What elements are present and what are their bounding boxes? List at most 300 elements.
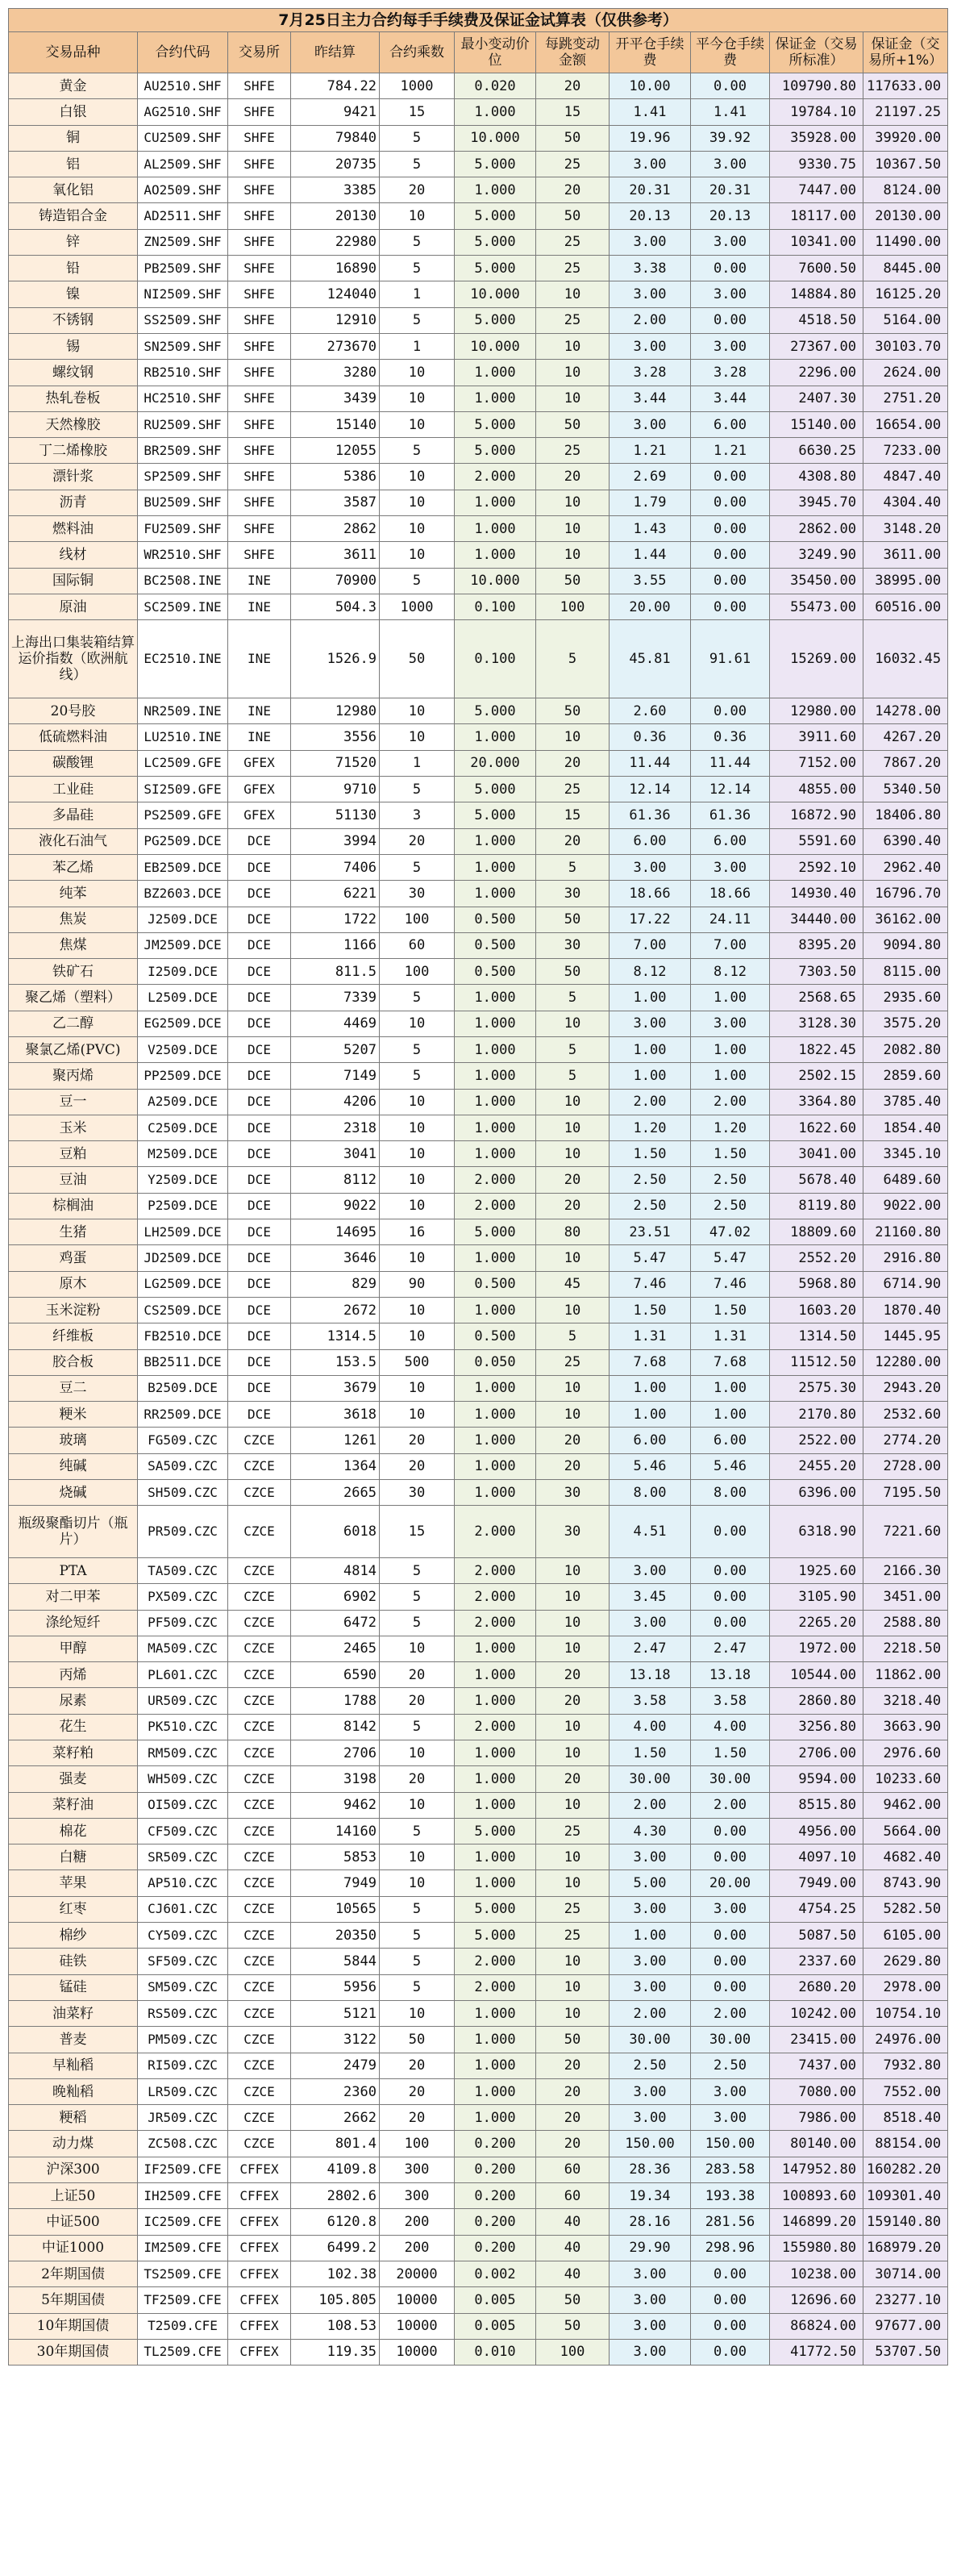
cell-tick-value: 10 — [536, 1949, 610, 1974]
cell-product: 纯苯 — [9, 881, 138, 907]
cell-margin-exchange: 4956.00 — [770, 1818, 863, 1844]
cell-multiplier: 5 — [380, 229, 455, 255]
cell-exchange: CFFEX — [228, 2287, 291, 2313]
cell-prev-settle: 784.22 — [291, 73, 380, 99]
cell-multiplier: 5 — [380, 1714, 455, 1740]
cell-contract-code: B2509.DCE — [138, 1375, 228, 1401]
table-row — [9, 1219, 948, 1245]
cell-multiplier: 10 — [380, 1115, 455, 1140]
cell-multiplier: 20 — [380, 1688, 455, 1714]
cell-tick-value: 20 — [536, 1662, 610, 1688]
cell-close-today-fee: 0.00 — [691, 1844, 770, 1870]
cell-open-close-fee: 3.00 — [610, 229, 691, 255]
cell-prev-settle: 20735 — [291, 151, 380, 177]
cell-margin-plus-1pct: 12280.00 — [863, 1349, 948, 1375]
cell-close-today-fee: 0.00 — [691, 490, 770, 515]
table-row — [9, 1740, 948, 1766]
cell-product: 白银 — [9, 99, 138, 125]
cell-product: 铜 — [9, 125, 138, 151]
header-close-today-fee: 平今仓手续费 — [691, 32, 770, 73]
cell-close-today-fee: 3.00 — [691, 2105, 770, 2131]
cell-exchange: DCE — [228, 881, 291, 907]
cell-margin-plus-1pct: 9094.80 — [863, 932, 948, 958]
cell-close-today-fee: 1.50 — [691, 1141, 770, 1167]
cell-open-close-fee: 2.50 — [610, 1167, 691, 1193]
cell-prev-settle: 9462 — [291, 1792, 380, 1818]
cell-open-close-fee: 3.00 — [610, 2313, 691, 2339]
cell-multiplier: 10 — [380, 411, 455, 437]
cell-contract-code: EC2510.INE — [138, 620, 228, 698]
cell-margin-exchange: 12980.00 — [770, 698, 863, 724]
cell-contract-code: PR509.CZC — [138, 1506, 228, 1558]
cell-product: 棉花 — [9, 1818, 138, 1844]
cell-contract-code: PP2509.DCE — [138, 1063, 228, 1089]
cell-margin-plus-1pct: 21160.80 — [863, 1219, 948, 1245]
table-row — [9, 1375, 948, 1401]
cell-exchange: CZCE — [228, 1428, 291, 1453]
cell-tick-value: 25 — [536, 1818, 610, 1844]
cell-close-today-fee: 0.00 — [691, 73, 770, 99]
cell-margin-exchange: 12696.60 — [770, 2287, 863, 2313]
cell-tick-size: 0.200 — [455, 2183, 536, 2209]
table-row — [9, 2183, 948, 2209]
cell-prev-settle: 6590 — [291, 1662, 380, 1688]
cell-tick-value: 10 — [536, 1011, 610, 1036]
cell-contract-code: EG2509.DCE — [138, 1011, 228, 1036]
cell-contract-code: WR2510.SHF — [138, 542, 228, 568]
cell-margin-exchange: 14930.40 — [770, 881, 863, 907]
cell-margin-exchange: 2296.00 — [770, 360, 863, 386]
cell-open-close-fee: 3.00 — [610, 2287, 691, 2313]
cell-tick-value: 30 — [536, 881, 610, 907]
cell-product: 菜籽粕 — [9, 1740, 138, 1766]
cell-open-close-fee: 1.79 — [610, 490, 691, 515]
cell-contract-code: M2509.DCE — [138, 1141, 228, 1167]
cell-product: 铝 — [9, 151, 138, 177]
cell-margin-exchange: 5591.60 — [770, 828, 863, 854]
cell-tick-value: 10 — [536, 333, 610, 359]
cell-tick-value: 100 — [536, 2339, 610, 2365]
cell-close-today-fee: 47.02 — [691, 1219, 770, 1245]
cell-close-today-fee: 0.00 — [691, 1923, 770, 1949]
cell-tick-value: 10 — [536, 516, 610, 542]
cell-multiplier: 20 — [380, 1662, 455, 1688]
cell-prev-settle: 9710 — [291, 777, 380, 802]
cell-exchange: CFFEX — [228, 2183, 291, 2209]
cell-tick-value: 10 — [536, 1245, 610, 1271]
cell-margin-exchange: 15140.00 — [770, 411, 863, 437]
cell-margin-exchange: 4518.50 — [770, 307, 863, 333]
cell-tick-value: 40 — [536, 2261, 610, 2286]
cell-margin-exchange: 3105.90 — [770, 1584, 863, 1610]
cell-product: 上海出口集装箱结算运价指数（欧洲航线） — [9, 620, 138, 698]
cell-contract-code: MA509.CZC — [138, 1636, 228, 1661]
cell-contract-code: SM509.CZC — [138, 1974, 228, 2000]
table-row — [9, 1766, 948, 1792]
cell-open-close-fee: 1.43 — [610, 516, 691, 542]
cell-product: 普麦 — [9, 2027, 138, 2053]
cell-multiplier: 10 — [380, 1193, 455, 1219]
table-row — [9, 620, 948, 698]
cell-product: 黄金 — [9, 73, 138, 99]
cell-close-today-fee: 3.58 — [691, 1688, 770, 1714]
cell-exchange: DCE — [228, 828, 291, 854]
cell-multiplier: 5 — [380, 1923, 455, 1949]
cell-margin-plus-1pct: 10367.50 — [863, 151, 948, 177]
cell-contract-code: CU2509.SHF — [138, 125, 228, 151]
cell-prev-settle: 3439 — [291, 386, 380, 411]
cell-margin-plus-1pct: 60516.00 — [863, 594, 948, 619]
cell-product: 天然橡胶 — [9, 411, 138, 437]
table-row — [9, 177, 948, 203]
cell-tick-size: 1.000 — [455, 1036, 536, 1062]
cell-product: 氧化铝 — [9, 177, 138, 203]
cell-contract-code: CY509.CZC — [138, 1923, 228, 1949]
cell-open-close-fee: 3.00 — [610, 1844, 691, 1870]
table-row — [9, 333, 948, 359]
table-body — [9, 73, 948, 2366]
cell-close-today-fee: 0.00 — [691, 2339, 770, 2365]
cell-contract-code: PM509.CZC — [138, 2027, 228, 2053]
cell-exchange: SHFE — [228, 307, 291, 333]
cell-tick-size: 1.000 — [455, 386, 536, 411]
cell-multiplier: 30 — [380, 881, 455, 907]
table-row — [9, 828, 948, 854]
header-exchange: 交易所 — [228, 32, 291, 73]
cell-multiplier: 5 — [380, 1584, 455, 1610]
cell-exchange: SHFE — [228, 256, 291, 281]
header-multiplier: 合约乘数 — [380, 32, 455, 73]
table-row — [9, 1688, 948, 1714]
header-margin-exchange: 保证金（交易所标准） — [770, 32, 863, 73]
cell-contract-code: TA509.CZC — [138, 1557, 228, 1583]
cell-prev-settle: 6221 — [291, 881, 380, 907]
fee-margin-table — [8, 8, 948, 2366]
cell-close-today-fee: 0.00 — [691, 568, 770, 594]
cell-open-close-fee: 1.44 — [610, 542, 691, 568]
cell-tick-size: 2.000 — [455, 1584, 536, 1610]
cell-open-close-fee: 17.22 — [610, 907, 691, 932]
cell-open-close-fee: 29.90 — [610, 2235, 691, 2261]
cell-margin-plus-1pct: 3148.20 — [863, 516, 948, 542]
cell-margin-exchange: 2337.60 — [770, 1949, 863, 1974]
table-row — [9, 724, 948, 750]
cell-prev-settle: 3611 — [291, 542, 380, 568]
cell-multiplier: 15 — [380, 1506, 455, 1558]
cell-product: 红枣 — [9, 1896, 138, 1922]
cell-exchange: CZCE — [228, 1870, 291, 1896]
cell-margin-exchange: 7447.00 — [770, 177, 863, 203]
cell-multiplier: 10 — [380, 360, 455, 386]
cell-margin-exchange: 5968.80 — [770, 1271, 863, 1297]
cell-margin-plus-1pct: 7233.00 — [863, 438, 948, 464]
cell-margin-plus-1pct: 5164.00 — [863, 307, 948, 333]
cell-multiplier: 1 — [380, 750, 455, 776]
cell-tick-value: 10 — [536, 490, 610, 515]
cell-prev-settle: 7149 — [291, 1063, 380, 1089]
cell-open-close-fee: 10.00 — [610, 73, 691, 99]
cell-multiplier: 90 — [380, 1271, 455, 1297]
cell-multiplier: 10 — [380, 1011, 455, 1036]
cell-margin-exchange: 35450.00 — [770, 568, 863, 594]
cell-open-close-fee: 2.60 — [610, 698, 691, 724]
cell-tick-size: 1.000 — [455, 1428, 536, 1453]
table-row — [9, 1974, 948, 2000]
cell-margin-exchange: 3945.70 — [770, 490, 863, 515]
cell-prev-settle: 2802.6 — [291, 2183, 380, 2209]
cell-multiplier: 1 — [380, 281, 455, 307]
cell-tick-size: 0.500 — [455, 959, 536, 985]
cell-tick-value: 20 — [536, 1167, 610, 1193]
cell-open-close-fee: 19.96 — [610, 125, 691, 151]
cell-close-today-fee: 0.00 — [691, 2261, 770, 2286]
cell-contract-code: FB2510.DCE — [138, 1323, 228, 1349]
cell-margin-exchange: 100893.60 — [770, 2183, 863, 2209]
table-row — [9, 2261, 948, 2286]
cell-tick-size: 1.000 — [455, 1063, 536, 1089]
cell-margin-plus-1pct: 3611.00 — [863, 542, 948, 568]
cell-close-today-fee: 0.00 — [691, 256, 770, 281]
cell-margin-plus-1pct: 2082.80 — [863, 1036, 948, 1062]
cell-multiplier: 10 — [380, 1870, 455, 1896]
cell-open-close-fee: 5.00 — [610, 1870, 691, 1896]
cell-margin-plus-1pct: 16032.45 — [863, 620, 948, 698]
cell-margin-exchange: 4097.10 — [770, 1844, 863, 1870]
cell-margin-plus-1pct: 2916.80 — [863, 1245, 948, 1271]
cell-prev-settle: 14160 — [291, 1818, 380, 1844]
cell-tick-size: 5.000 — [455, 438, 536, 464]
cell-close-today-fee: 0.00 — [691, 2313, 770, 2339]
cell-close-today-fee: 30.00 — [691, 2027, 770, 2053]
cell-contract-code: PK510.CZC — [138, 1714, 228, 1740]
cell-open-close-fee: 3.28 — [610, 360, 691, 386]
cell-multiplier: 20 — [380, 1766, 455, 1792]
cell-tick-size: 0.200 — [455, 2131, 536, 2157]
table-row — [9, 1453, 948, 1479]
cell-exchange: DCE — [228, 1245, 291, 1271]
cell-product: 焦煤 — [9, 932, 138, 958]
cell-tick-size: 2.000 — [455, 1610, 536, 1636]
cell-open-close-fee: 3.58 — [610, 1688, 691, 1714]
cell-close-today-fee: 283.58 — [691, 2157, 770, 2182]
cell-exchange: CZCE — [228, 2053, 291, 2078]
cell-close-today-fee: 7.46 — [691, 1271, 770, 1297]
cell-margin-plus-1pct: 3218.40 — [863, 1688, 948, 1714]
table-row — [9, 1506, 948, 1558]
cell-close-today-fee: 5.46 — [691, 1453, 770, 1479]
table-row — [9, 1063, 948, 1089]
cell-product: 涤纶短纤 — [9, 1610, 138, 1636]
cell-product: 丁二烯橡胶 — [9, 438, 138, 464]
cell-margin-exchange: 80140.00 — [770, 2131, 863, 2157]
cell-margin-plus-1pct: 160282.20 — [863, 2157, 948, 2182]
cell-open-close-fee: 3.00 — [610, 333, 691, 359]
cell-product: 螺纹钢 — [9, 360, 138, 386]
cell-margin-plus-1pct: 4682.40 — [863, 1844, 948, 1870]
cell-tick-value: 60 — [536, 2183, 610, 2209]
table-row — [9, 438, 948, 464]
cell-multiplier: 1 — [380, 333, 455, 359]
cell-prev-settle: 6902 — [291, 1584, 380, 1610]
cell-tick-value: 100 — [536, 594, 610, 619]
cell-close-today-fee: 2.00 — [691, 2000, 770, 2026]
cell-margin-plus-1pct: 24976.00 — [863, 2027, 948, 2053]
cell-tick-size: 5.000 — [455, 1896, 536, 1922]
cell-tick-size: 0.500 — [455, 1271, 536, 1297]
cell-margin-exchange: 5087.50 — [770, 1923, 863, 1949]
header-tick-value: 每跳变动金额 — [536, 32, 610, 73]
table-row — [9, 2339, 948, 2365]
cell-prev-settle: 1788 — [291, 1688, 380, 1714]
cell-close-today-fee: 0.00 — [691, 516, 770, 542]
cell-prev-settle: 1364 — [291, 1453, 380, 1479]
cell-multiplier: 50 — [380, 620, 455, 698]
cell-exchange: DCE — [228, 932, 291, 958]
cell-product: 白糖 — [9, 1844, 138, 1870]
cell-close-today-fee: 1.41 — [691, 99, 770, 125]
cell-prev-settle: 5207 — [291, 1036, 380, 1062]
cell-margin-exchange: 18117.00 — [770, 203, 863, 229]
cell-margin-plus-1pct: 8743.90 — [863, 1870, 948, 1896]
cell-prev-settle: 7339 — [291, 985, 380, 1011]
cell-product: 线材 — [9, 542, 138, 568]
cell-tick-value: 25 — [536, 1349, 610, 1375]
table-row — [9, 2027, 948, 2053]
cell-margin-plus-1pct: 2978.00 — [863, 1974, 948, 2000]
cell-tick-value: 10 — [536, 1297, 610, 1323]
cell-margin-plus-1pct: 4267.20 — [863, 724, 948, 750]
cell-product: 中证500 — [9, 2209, 138, 2235]
cell-product: 锌 — [9, 229, 138, 255]
cell-contract-code: CS2509.DCE — [138, 1297, 228, 1323]
cell-margin-plus-1pct: 1870.40 — [863, 1297, 948, 1323]
cell-multiplier: 5 — [380, 1557, 455, 1583]
cell-tick-size: 1.000 — [455, 2000, 536, 2026]
cell-tick-value: 10 — [536, 1844, 610, 1870]
cell-multiplier: 20 — [380, 1428, 455, 1453]
cell-product: 国际铜 — [9, 568, 138, 594]
table-row — [9, 1089, 948, 1115]
cell-multiplier: 100 — [380, 959, 455, 985]
cell-prev-settle: 1314.5 — [291, 1323, 380, 1349]
cell-tick-value: 25 — [536, 777, 610, 802]
cell-product: 丙烯 — [9, 1662, 138, 1688]
cell-product: 乙二醇 — [9, 1011, 138, 1036]
cell-margin-plus-1pct: 10233.60 — [863, 1766, 948, 1792]
cell-prev-settle: 7406 — [291, 854, 380, 880]
cell-tick-value: 40 — [536, 2209, 610, 2235]
table-row — [9, 256, 948, 281]
cell-product: 聚丙烯 — [9, 1063, 138, 1089]
cell-margin-plus-1pct: 2774.20 — [863, 1428, 948, 1453]
table-row — [9, 750, 948, 776]
cell-prev-settle: 1166 — [291, 932, 380, 958]
cell-tick-size: 5.000 — [455, 411, 536, 437]
cell-exchange: CFFEX — [228, 2313, 291, 2339]
cell-open-close-fee: 0.36 — [610, 724, 691, 750]
table-row — [9, 932, 948, 958]
table-row — [9, 1949, 948, 1974]
cell-contract-code: SP2509.SHF — [138, 464, 228, 490]
cell-margin-plus-1pct: 2976.60 — [863, 1740, 948, 1766]
cell-product: 豆一 — [9, 1089, 138, 1115]
cell-close-today-fee: 0.00 — [691, 594, 770, 619]
cell-open-close-fee: 3.00 — [610, 2261, 691, 2286]
cell-margin-plus-1pct: 88154.00 — [863, 2131, 948, 2157]
cell-exchange: CZCE — [228, 1584, 291, 1610]
cell-prev-settle: 5853 — [291, 1844, 380, 1870]
cell-tick-size: 5.000 — [455, 1923, 536, 1949]
cell-exchange: SHFE — [228, 516, 291, 542]
cell-close-today-fee: 0.00 — [691, 464, 770, 490]
cell-open-close-fee: 3.00 — [610, 2339, 691, 2365]
cell-open-close-fee: 28.36 — [610, 2157, 691, 2182]
cell-tick-value: 25 — [536, 256, 610, 281]
cell-margin-plus-1pct: 18406.80 — [863, 802, 948, 828]
cell-exchange: SHFE — [228, 281, 291, 307]
cell-product: 尿素 — [9, 1688, 138, 1714]
cell-exchange: CZCE — [228, 1766, 291, 1792]
cell-multiplier: 5 — [380, 985, 455, 1011]
cell-contract-code: AU2510.SHF — [138, 73, 228, 99]
cell-margin-plus-1pct: 2532.60 — [863, 1402, 948, 1428]
cell-tick-size: 1.000 — [455, 99, 536, 125]
cell-margin-plus-1pct: 7221.60 — [863, 1506, 948, 1558]
table-row — [9, 542, 948, 568]
cell-tick-size: 0.500 — [455, 1323, 536, 1349]
cell-multiplier: 5 — [380, 438, 455, 464]
cell-exchange: SHFE — [228, 151, 291, 177]
cell-tick-value: 30 — [536, 932, 610, 958]
cell-tick-value: 5 — [536, 1323, 610, 1349]
cell-margin-exchange: 2455.20 — [770, 1453, 863, 1479]
cell-margin-exchange: 3364.80 — [770, 1089, 863, 1115]
table-row — [9, 307, 948, 333]
cell-contract-code: CJ601.CZC — [138, 1896, 228, 1922]
cell-close-today-fee: 193.38 — [691, 2183, 770, 2209]
cell-multiplier: 5 — [380, 1949, 455, 1974]
cell-tick-size: 1.000 — [455, 2027, 536, 2053]
cell-tick-size: 5.000 — [455, 229, 536, 255]
cell-multiplier: 60 — [380, 932, 455, 958]
cell-contract-code: ZC508.CZC — [138, 2131, 228, 2157]
header-contract-code: 合约代码 — [138, 32, 228, 73]
cell-close-today-fee: 5.47 — [691, 1245, 770, 1271]
cell-open-close-fee: 3.45 — [610, 1584, 691, 1610]
table-row — [9, 2105, 948, 2131]
cell-open-close-fee: 2.50 — [610, 2053, 691, 2078]
cell-margin-exchange: 18809.60 — [770, 1219, 863, 1245]
cell-tick-value: 5 — [536, 985, 610, 1011]
table-row — [9, 777, 948, 802]
cell-margin-exchange: 2860.80 — [770, 1688, 863, 1714]
cell-multiplier: 10 — [380, 1844, 455, 1870]
cell-margin-exchange: 7949.00 — [770, 1870, 863, 1896]
cell-product: 中证1000 — [9, 2235, 138, 2261]
cell-multiplier: 10 — [380, 1792, 455, 1818]
cell-prev-settle: 2479 — [291, 2053, 380, 2078]
cell-tick-value: 10 — [536, 1792, 610, 1818]
cell-product: 对二甲苯 — [9, 1584, 138, 1610]
cell-multiplier: 5 — [380, 125, 455, 151]
cell-margin-exchange: 7303.50 — [770, 959, 863, 985]
cell-product: 10年期国债 — [9, 2313, 138, 2339]
cell-product: 豆粕 — [9, 1141, 138, 1167]
cell-close-today-fee: 0.00 — [691, 1818, 770, 1844]
cell-margin-plus-1pct: 11490.00 — [863, 229, 948, 255]
table-row — [9, 1870, 948, 1896]
cell-prev-settle: 811.5 — [291, 959, 380, 985]
